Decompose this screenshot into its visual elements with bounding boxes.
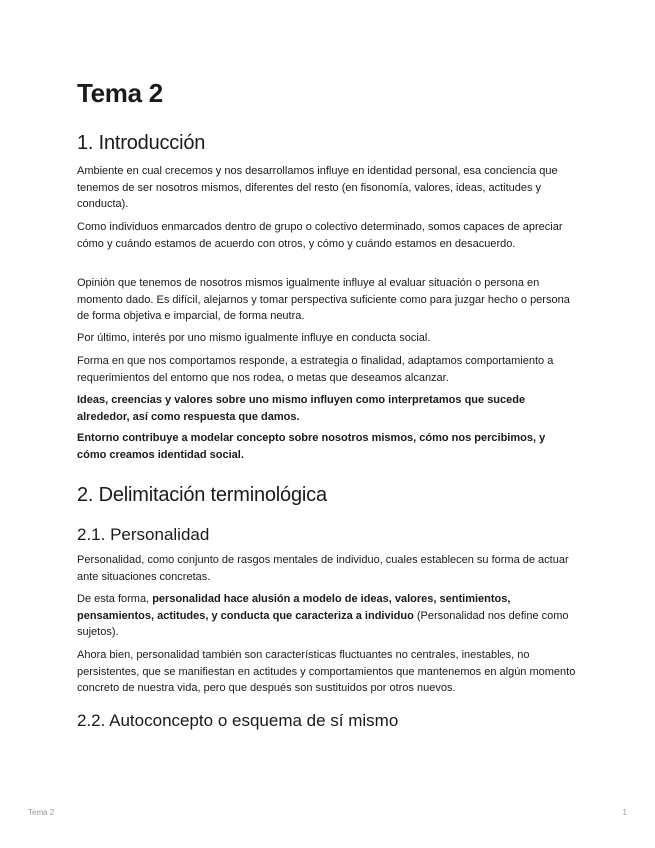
paragraph: Ambiente en cual crecemos y nos desarrollamos influye en identidad personal, esa conciencia que tenemos de ser nosotros mismos, diferentes del resto (en fisonomía, valores, ideas, actitudes y conducta). xyxy=(77,165,558,211)
paragraph-mixed xyxy=(77,591,577,641)
footer-title: Tema 2 xyxy=(28,808,55,817)
paragraph-bold-span: personalidad hace alusión a modelo de ideas, valores, sentimientos, pensamientos, actitudes, y conducta que caracteriza a individuo xyxy=(77,593,511,622)
document-title: Tema 2 xyxy=(77,78,163,108)
bold-paragraph: Ideas, creencias y valores sobre uno mismo influyen como interpretamos que sucede alrededor, así como respuesta que damos. xyxy=(77,394,526,423)
subsection-heading-autoconcepto: 2.2. Autoconcepto o esquema de sí mismo xyxy=(77,711,399,730)
bold-paragraph: Entorno contribuye a modelar concepto sobre nosotros mismos, cómo nos percibimos, y cómo creamos identidad social. xyxy=(77,432,546,461)
paragraph: Como individuos enmarcados dentro de grupo o colectivo determinado, somos capaces de apreciar cómo y cuándo estamos de acuerdo con otros, y cómo y cuándo estamos en desacuerdo. xyxy=(77,221,563,250)
paragraph-suffix: (Personalidad nos define como sujetos). xyxy=(77,609,569,639)
paragraph: Por último, interés por uno mismo igualmente influye en conducta social. xyxy=(77,332,431,344)
page-number: 1 xyxy=(622,808,627,817)
subsection-heading-personalidad: 2.1. Personalidad xyxy=(77,525,210,544)
paragraph: Opinión que tenemos de nosotros mismos igualmente influye al evaluar situación o persona en momento dado. Es difícil, alejarnos y tomar perspectiva suficiente como para juzgar hecho o persona de forma objetiva e imparcial, de forma neutra. xyxy=(77,277,570,323)
section-heading-introduccion: 1. Introducción xyxy=(77,132,206,154)
paragraph: Ahora bien, personalidad también son características fluctuantes no centrales, inestables, no persistentes, que se manifiestan en actitudes y comportamientos que mantenemos en algún momento concreto de nuestra vida, pero que después son sustituidos por otros nuevos. xyxy=(77,649,576,695)
paragraph: Forma en que nos comportamos responde, a estrategia o finalidad, adaptamos comportamiento a requerimientos del entorno que nos rodea, o metas que deseamos alcanzar. xyxy=(77,355,554,384)
paragraph: Personalidad, como conjunto de rasgos mentales de individuo, cuales establecen su forma de actuar ante situaciones concretas. xyxy=(77,554,569,583)
paragraph-prefix: De esta forma, xyxy=(77,593,153,605)
section-heading-delimitacion: 2. Delimitación terminológica xyxy=(77,484,327,506)
